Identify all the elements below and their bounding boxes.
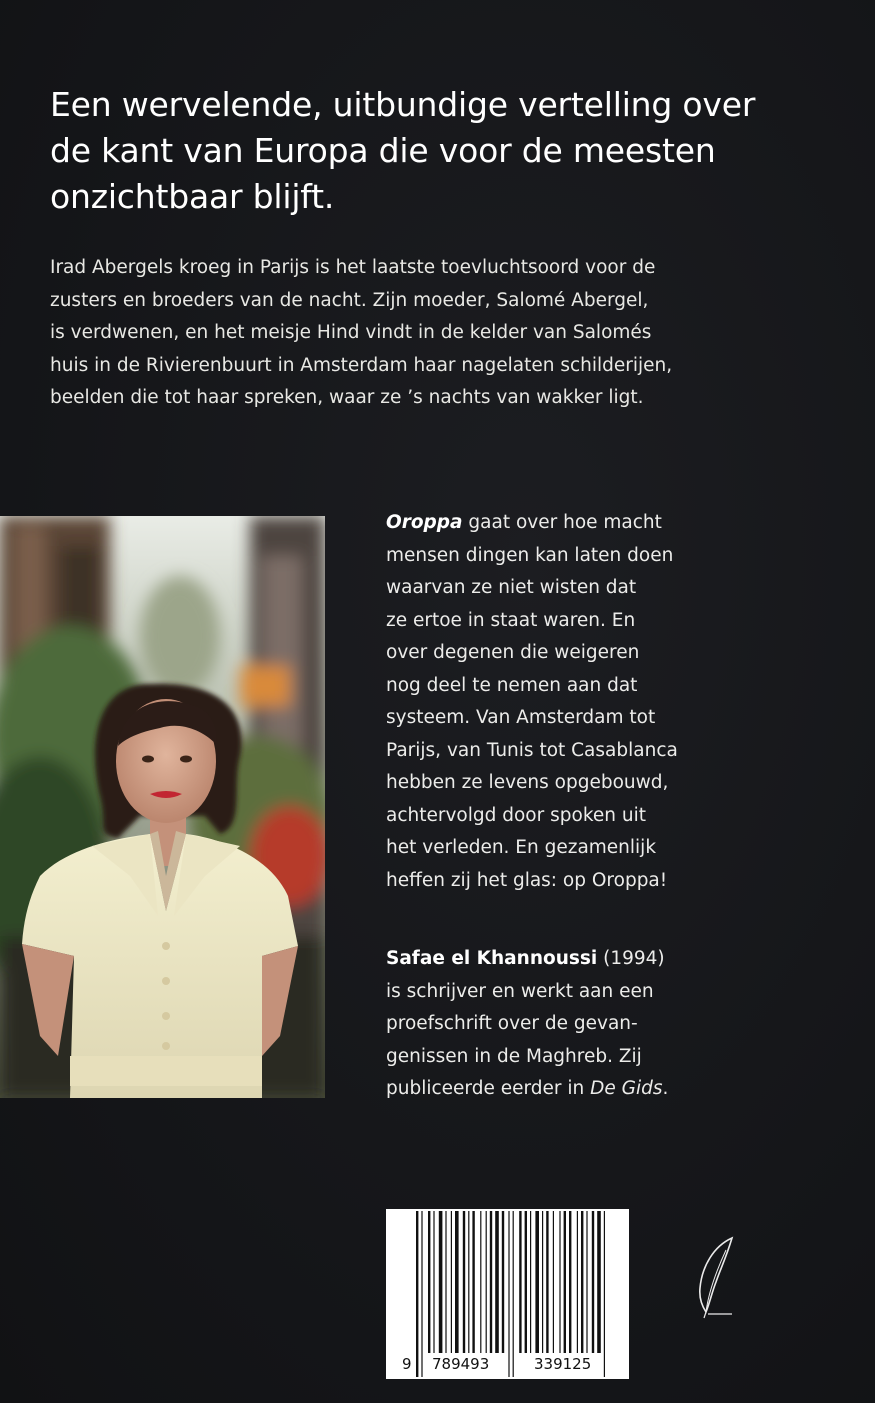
barcode-bar: [472, 1211, 474, 1353]
barcode-digits-left: 789493: [432, 1355, 490, 1373]
barcode-digit-first: 9: [402, 1355, 412, 1373]
magazine-title: De Gids: [590, 1078, 663, 1099]
barcode-bar: [597, 1211, 601, 1353]
barcode-bar: [586, 1211, 587, 1353]
barcode-bar: [525, 1211, 527, 1353]
barcode-bar: [553, 1211, 554, 1353]
author-birth-year: (1994): [597, 948, 665, 969]
barcode-bar: [559, 1211, 560, 1353]
bio-line: genissen in de Maghreb. Zij: [386, 1045, 642, 1067]
intro-line: Irad Abergels kroeg in Parijs is het laatste toevluchtsoord voor de: [50, 257, 656, 278]
barcode-digits-right: 339125: [534, 1355, 592, 1373]
bio-line: proefschrift over de gevan-: [386, 1013, 638, 1034]
author-photo: [0, 516, 325, 1098]
barcode-bar: [468, 1211, 469, 1353]
barcode-bar: [495, 1211, 499, 1353]
barcode-bar: [535, 1211, 539, 1353]
barcode-bar: [480, 1211, 481, 1353]
blurb-first-line: [386, 507, 716, 540]
headline-line: Een wervelende, uitbundige vertelling over: [50, 85, 756, 124]
blurb-first-line-rest: gaat over hoe macht: [462, 512, 662, 533]
blurb-line: heffen zij het glas: op Oroppa!: [386, 869, 668, 891]
blurb-line: nog deel te nemen aan dat: [386, 674, 638, 696]
intro-paragraph: [50, 252, 750, 415]
barcode-bar: [445, 1211, 446, 1353]
barcode-bar: [530, 1211, 531, 1353]
barcode-bar: [577, 1211, 578, 1353]
blurb-line: systeem. Van Amsterdam tot: [386, 707, 656, 728]
blurb-line: over degenen die weigeren: [386, 642, 640, 663]
headline-line: de kant van Europa die voor de meesten: [50, 131, 716, 170]
bio-first-line: [386, 943, 716, 976]
book-blurb: [386, 507, 716, 897]
blurb-line: hebben ze levens opgebouwd,: [386, 772, 669, 793]
barcode-bar: [569, 1211, 571, 1353]
barcode-bar: [546, 1211, 548, 1353]
author-bio: [386, 943, 716, 1106]
intro-line: beelden die tot haar spreken, waar ze ’s nachts van wakker ligt.: [50, 387, 644, 408]
barcode-bar: [455, 1211, 459, 1353]
bio-last-suffix: .: [662, 1078, 669, 1099]
quill-icon: [694, 1236, 738, 1320]
barcode-digits: [386, 1351, 629, 1373]
blurb-line: waarvan ze niet wisten dat: [386, 577, 637, 598]
isbn-barcode: [386, 1209, 629, 1379]
book-title: Oroppa: [386, 512, 463, 533]
intro-line: is verdwenen, en het meisje Hind vindt in de kelder van Salomés: [50, 322, 652, 343]
barcode-bar: [519, 1211, 521, 1353]
blurb-line: het verleden. En gezamenlijk: [386, 837, 657, 858]
barcode-bar: [592, 1211, 594, 1353]
headline: [50, 82, 756, 220]
barcode-bar: [433, 1211, 434, 1353]
barcode-bar: [486, 1211, 487, 1353]
headline-line: onzichtbaar blijft.: [50, 177, 335, 216]
barcode-bar: [542, 1211, 543, 1353]
intro-line: zusters en broeders van de nacht. Zijn moeder, Salomé Abergel,: [50, 289, 649, 311]
barcode-bar: [490, 1211, 492, 1353]
barcode-bar: [428, 1211, 430, 1353]
barcode-bar: [581, 1211, 583, 1353]
barcode-bar: [439, 1211, 443, 1353]
bio-last-line: [386, 1073, 716, 1106]
barcode-bar: [451, 1211, 452, 1353]
blurb-line: ze ertoe in staat waren. En: [386, 609, 636, 631]
author-name: Safae el Khannoussi: [386, 948, 598, 969]
bio-last-prefix: publiceerde eerder in: [386, 1078, 591, 1099]
bio-line: is schrijver en werkt aan een: [386, 980, 654, 1002]
blurb-line: mensen dingen kan laten doen: [386, 544, 674, 566]
blurb-line: Parijs, van Tunis tot Casablanca: [386, 739, 678, 761]
publisher-logo: [694, 1236, 738, 1320]
blurb-line: achtervolgd door spoken uit: [386, 804, 646, 826]
barcode-bar: [564, 1211, 566, 1353]
barcode-bar: [502, 1211, 504, 1353]
barcode-bar: [463, 1211, 465, 1353]
intro-line: huis in de Rivierenbuurt in Amsterdam haar nagelaten schilderijen,: [50, 354, 673, 376]
